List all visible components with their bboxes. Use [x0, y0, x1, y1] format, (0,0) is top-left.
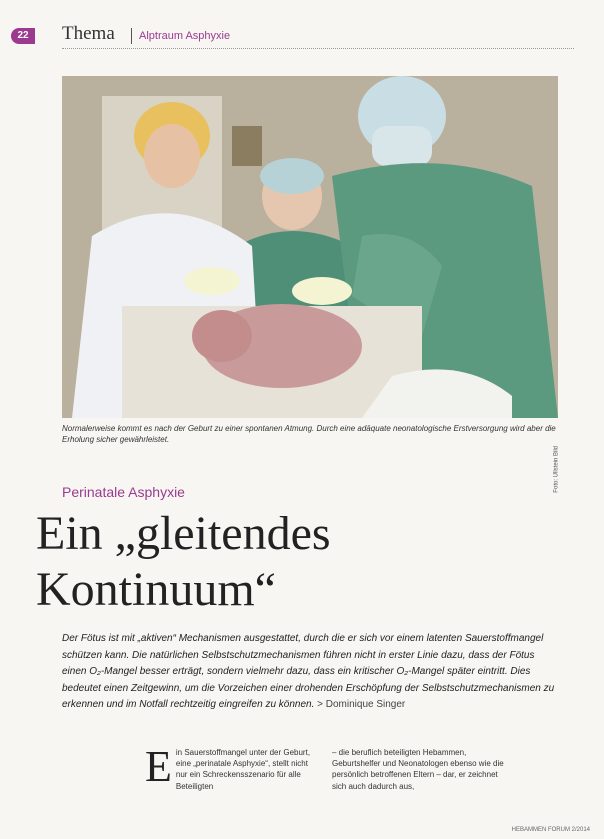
body-column-1 — [145, 742, 317, 792]
headline-line-1: Ein „gleitendes — [36, 507, 331, 560]
body-column-1-text: in Sauerstoffmangel unter der Geburt, eine „perinatale Asphyxie“, stellt nicht nur ein Schreckensszenario für alle Beteiligten — [175, 748, 311, 791]
photo-caption: Normalerweise kommt es nach der Geburt zu einer spontanen Atmung. Durch eine adäquate neonatologische Erstversorgung wird aber die Erholung sicher gewährleistet. — [62, 424, 556, 444]
section-divider — [131, 28, 132, 44]
section-subtitle: Alptraum Asphyxie — [139, 30, 231, 42]
article-kicker: Perinatale Asphyxie — [62, 484, 185, 500]
body-column-2-text: – die beruflich beteiligten Hebammen, Geburtshelfer und Neonatologen ebenso wie die persönlich betroffenen Eltern – dar, er zeichnet sich auch dadurch aus, — [332, 748, 504, 791]
section-title: Thema — [62, 23, 115, 44]
page-footer: HEBAMMEN FORUM 2/2014 — [511, 827, 590, 833]
article-headline — [36, 506, 576, 618]
body-column-2 — [332, 747, 504, 792]
drop-cap: E — [145, 742, 172, 791]
author-byline: > Dominique Singer — [317, 699, 406, 710]
article-lead — [62, 631, 558, 714]
page-number: 22 — [11, 28, 35, 44]
photo-credit: Foto: Ullstein Bild — [554, 446, 560, 493]
photo-illustration — [62, 76, 558, 418]
lead-text: Der Fötus ist mit „aktiven“ Mechanismen ausgestattet, durch die er sich vor einem latenten Sauerstoffmangel schützen kann. Die natürlichen Selbstschutzmechanismen führen nicht in erster Linie dazu, dass der Fötus einen O₂-Mangel besser erträgt, sondern vielmehr dazu, dass ein kritischer O₂-Mangel später eintritt. Dies bedeutet einen Zeitgewinn, um die Vorzeichen einer drohenden Erschöpfung der Selbstschutzmechanismen zu erkennen und im Notfall rechtzeitig eingreifen zu können. — [62, 633, 555, 710]
header-rule — [62, 48, 574, 49]
headline-line-2: Kontinuum“ — [36, 563, 276, 616]
